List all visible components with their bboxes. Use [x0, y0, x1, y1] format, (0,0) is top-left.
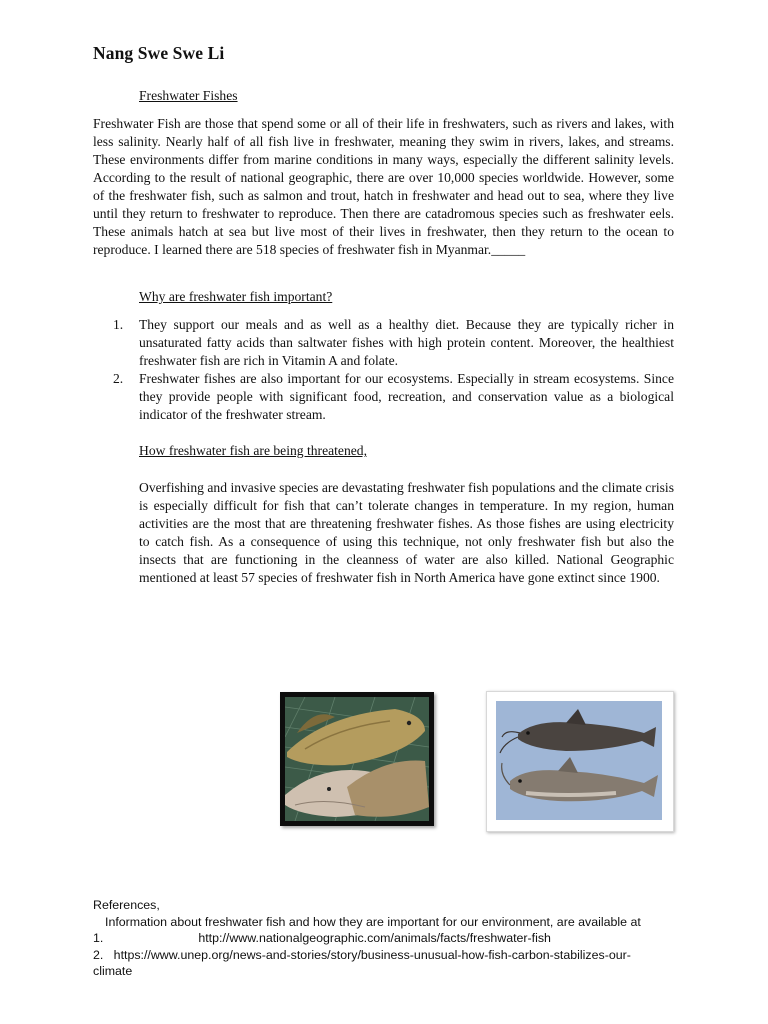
document-title: Freshwater Fishes [139, 88, 238, 103]
reference-number: 2. [93, 947, 104, 962]
reference-number: 1. [93, 931, 104, 945]
references-section [93, 897, 693, 980]
reference-item [93, 947, 693, 964]
reference-link-continuation[interactable]: climate [93, 964, 133, 978]
list-item-number: 1. [113, 317, 124, 332]
references-intro: Information about freshwater fish and how they are important for our environment, are available at [105, 914, 641, 929]
carp-photo [280, 692, 434, 826]
list-item-text: Freshwater fishes are also important for our ecosystems. Especially in stream ecosystems. Since they provide people with significant food, recreation, and conservation value as a biological indicator of the freshwater stream. [139, 371, 674, 422]
list-item-number: 2. [113, 371, 124, 386]
threats-paragraph: Overfishing and invasive species are devastating freshwater fish populations and the climate crisis is especially difficult for fish that can’t tolerate changes in temperature. In my region, human activities are the most that are threatening freshwater fishes. As those fishes are using electricity to catch fish. As a consequence of using this technique, not only freshwater fish but also the insects that are functioning in the cleanness of water are also killed. National Geographic mentioned at least 57 species of freshwater fish in North America have gone extinct since 1900. [139, 480, 674, 585]
list-item [113, 370, 674, 424]
list-item-text: They support our meals and as well as a healthy diet. Because they are typically richer in unsaturated fatty acids than saltwater fishes with high protein content. Moreover, the healthiest freshwater fish are rich in Vitamin A and folate. [139, 317, 674, 368]
list-item [113, 316, 674, 370]
references-heading: References, [93, 898, 160, 912]
reference-item [93, 930, 693, 947]
catfish-image [496, 701, 662, 820]
importance-heading: Why are freshwater fish important? [139, 289, 333, 304]
reference-link[interactable]: http://www.nationalgeographic.com/animals/facts/freshwater-fish [198, 931, 551, 945]
author-name: Nang Swe Swe Li [93, 43, 225, 63]
catfish-photo [486, 691, 674, 832]
reference-link[interactable]: https://www.unep.org/news-and-stories/story/business-unusual-how-fish-carbon-stabilizes-our- [113, 947, 631, 962]
threats-heading: How freshwater fish are being threatened, [139, 443, 367, 458]
importance-list [113, 316, 674, 424]
intro-paragraph: Freshwater Fish are those that spend some or all of their life in freshwaters, such as rivers and lakes, with less salinity. Nearly half of all fish live in freshwater, meaning they swim in rivers, lakes, and streams. These environments differ from marine conditions in many ways, especially the different salinity levels. According to the result of national geographic, there are over 10,000 species worldwide. However, some of the freshwater fish, such as salmon and trout, hatch in freshwater and head out to sea, where they live until they return to freshwater to reproduce. Then there are catadromous species such as freshwater eels. These animals hatch at sea but live most of their lives in freshwater, then they return to the ocean to reproduce. I learned there are 518 species of freshwater fish in Myanmar._____ [93, 116, 674, 257]
carp-image [285, 697, 429, 821]
